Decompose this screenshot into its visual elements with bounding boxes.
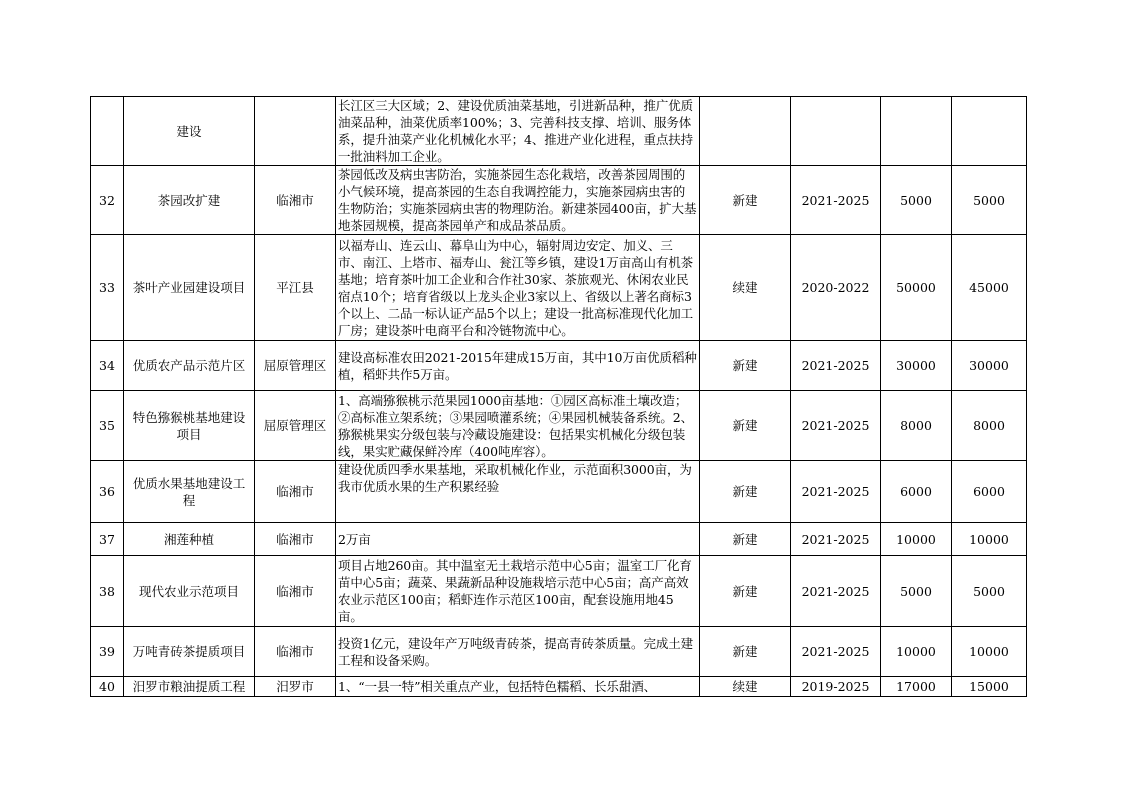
table-row bbox=[91, 235, 1027, 341]
project-location: 屈原管理区 bbox=[255, 391, 336, 461]
planned-investment: 5000 bbox=[952, 556, 1027, 627]
planned-investment: 15000 bbox=[952, 677, 1027, 697]
planned-investment: 45000 bbox=[952, 235, 1027, 341]
project-location: 汨罗市 bbox=[255, 677, 336, 697]
project-location: 临湘市 bbox=[255, 523, 336, 556]
row-number: 34 bbox=[91, 341, 124, 391]
project-name: 优质农产品示范片区 bbox=[124, 341, 255, 391]
construction-type: 新建 bbox=[700, 166, 791, 235]
construction-period: 2021-2025 bbox=[791, 391, 881, 461]
construction-period: 2021-2025 bbox=[791, 166, 881, 235]
project-name: 万吨青砖茶提质项目 bbox=[124, 627, 255, 677]
construction-period bbox=[791, 97, 881, 166]
table-row bbox=[91, 97, 1027, 166]
project-content: 长江区三大区域；2、建设优质油菜基地，引进新品种，推广优质油菜品种，油菜优质率100%；3、完善科技支撑、培训、服务体系，提升油菜产业化机械化水平；4、推进产业化进程，重点扶持一批油料加工企业。 bbox=[336, 97, 700, 166]
total-investment bbox=[881, 97, 952, 166]
total-investment: 17000 bbox=[881, 677, 952, 697]
table-row bbox=[91, 627, 1027, 677]
project-table bbox=[90, 96, 1027, 697]
project-content: 1、高端猕猴桃示范果园1000亩基地：①园区高标准土壤改造；②高标准立架系统；③果园喷灌系统；④果园机械装备系统。2、猕猴桃果实分级包装与冷藏设施建设：包括果实机械化分级包装线，果实贮藏保鲜冷库（400吨库容）。 bbox=[336, 391, 700, 461]
project-content: 1、“一县一特”相关重点产业，包括特色糯稻、长乐甜酒、 bbox=[336, 677, 700, 697]
project-content: 建设优质四季水果基地，采取机械化作业，示范面积3000亩，为我市优质水果的生产积累经验 bbox=[336, 461, 700, 523]
project-content: 建设高标准农田2021-2015年建成15万亩，其中10万亩优质稻种植，稻虾共作5万亩。 bbox=[336, 341, 700, 391]
planned-investment: 8000 bbox=[952, 391, 1027, 461]
construction-period: 2021-2025 bbox=[791, 461, 881, 523]
total-investment: 5000 bbox=[881, 556, 952, 627]
project-location: 屈原管理区 bbox=[255, 341, 336, 391]
construction-period: 2021-2025 bbox=[791, 341, 881, 391]
total-investment: 30000 bbox=[881, 341, 952, 391]
planned-investment bbox=[952, 97, 1027, 166]
project-content: 投资1亿元，建设年产万吨级青砖茶，提高青砖茶质量。完成土建工程和设备采购。 bbox=[336, 627, 700, 677]
project-location: 临湘市 bbox=[255, 461, 336, 523]
table-row bbox=[91, 677, 1027, 697]
row-number: 37 bbox=[91, 523, 124, 556]
row-number: 35 bbox=[91, 391, 124, 461]
project-name: 湘莲种植 bbox=[124, 523, 255, 556]
project-name: 建设 bbox=[124, 97, 255, 166]
row-number: 33 bbox=[91, 235, 124, 341]
construction-period: 2021-2025 bbox=[791, 523, 881, 556]
project-name: 茶叶产业园建设项目 bbox=[124, 235, 255, 341]
planned-investment: 10000 bbox=[952, 627, 1027, 677]
construction-type bbox=[700, 97, 791, 166]
project-location: 临湘市 bbox=[255, 166, 336, 235]
total-investment: 10000 bbox=[881, 627, 952, 677]
row-number: 40 bbox=[91, 677, 124, 697]
construction-period: 2020-2022 bbox=[791, 235, 881, 341]
planned-investment: 30000 bbox=[952, 341, 1027, 391]
construction-type: 新建 bbox=[700, 461, 791, 523]
project-content: 2万亩 bbox=[336, 523, 700, 556]
project-content: 茶园低改及病虫害防治，实施茶园生态化栽培，改善茶园周围的小气候环境，提高茶园的生态自我调控能力，实施茶园病虫害的生物防治；实施茶园病虫害的物理防治。新建茶园400亩，扩大基地茶园规模，提高茶园单产和成品茶品质。 bbox=[336, 166, 700, 235]
row-number: 32 bbox=[91, 166, 124, 235]
project-content: 项目占地260亩。其中温室无土栽培示范中心5亩；温室工厂化育苗中心5亩；蔬菜、果蔬新品种设施栽培示范中心5亩；高产高效农业示范区100亩；稻虾连作示范区100亩，配套设施用地45亩。 bbox=[336, 556, 700, 627]
row-number: 39 bbox=[91, 627, 124, 677]
project-name: 优质水果基地建设工程 bbox=[124, 461, 255, 523]
table-row bbox=[91, 556, 1027, 627]
construction-type: 续建 bbox=[700, 235, 791, 341]
construction-type: 新建 bbox=[700, 341, 791, 391]
table-row bbox=[91, 523, 1027, 556]
project-name: 特色猕猴桃基地建设项目 bbox=[124, 391, 255, 461]
table-row bbox=[91, 341, 1027, 391]
planned-investment: 5000 bbox=[952, 166, 1027, 235]
project-location bbox=[255, 97, 336, 166]
total-investment: 6000 bbox=[881, 461, 952, 523]
project-location: 平江县 bbox=[255, 235, 336, 341]
total-investment: 5000 bbox=[881, 166, 952, 235]
construction-type: 新建 bbox=[700, 523, 791, 556]
total-investment: 10000 bbox=[881, 523, 952, 556]
construction-type: 续建 bbox=[700, 677, 791, 697]
row-number: 36 bbox=[91, 461, 124, 523]
row-number bbox=[91, 97, 124, 166]
table-row bbox=[91, 391, 1027, 461]
construction-type: 新建 bbox=[700, 391, 791, 461]
project-location: 临湘市 bbox=[255, 627, 336, 677]
project-location: 临湘市 bbox=[255, 556, 336, 627]
project-name: 汨罗市粮油提质工程 bbox=[124, 677, 255, 697]
table-row bbox=[91, 166, 1027, 235]
construction-period: 2021-2025 bbox=[791, 627, 881, 677]
construction-period: 2019-2025 bbox=[791, 677, 881, 697]
table-row bbox=[91, 461, 1027, 523]
construction-period: 2021-2025 bbox=[791, 556, 881, 627]
planned-investment: 10000 bbox=[952, 523, 1027, 556]
row-number: 38 bbox=[91, 556, 124, 627]
project-content: 以福寿山、连云山、幕阜山为中心，辐射周边安定、加义、三市、南江、上塔市、福寿山、瓮江等乡镇，建设1万亩高山有机茶基地；培育茶叶加工企业和合作社30家、茶旅观光、休闲农业民宿点10个；培育省级以上龙头企业3家以上、省级以上著名商标3个以上、二品一标认证产品5个以上；建设一批高标准现代化加工厂房；建设茶叶电商平台和冷链物流中心。 bbox=[336, 235, 700, 341]
total-investment: 50000 bbox=[881, 235, 952, 341]
planned-investment: 6000 bbox=[952, 461, 1027, 523]
project-name: 茶园改扩建 bbox=[124, 166, 255, 235]
construction-type: 新建 bbox=[700, 627, 791, 677]
construction-type: 新建 bbox=[700, 556, 791, 627]
total-investment: 8000 bbox=[881, 391, 952, 461]
project-name: 现代农业示范项目 bbox=[124, 556, 255, 627]
